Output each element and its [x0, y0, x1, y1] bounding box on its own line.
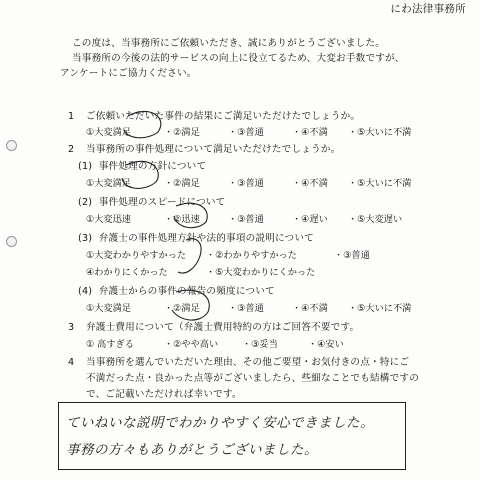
q2-sub2-title: (2) 事件処理のスピードについて [78, 197, 226, 208]
question-4-line: で、ご記載いただければ幸いです。 [86, 389, 242, 400]
q2-sub4-option[interactable]: ・②満足 [164, 303, 200, 314]
circle-mark-q1 [124, 111, 161, 137]
q2-sub4-option[interactable]: ①大変満足 [86, 303, 131, 314]
intro-line: アンケートにご協力ください。 [60, 68, 197, 79]
q1-option[interactable]: ①大変満足 [86, 127, 131, 138]
q2-sub4-title: (4) 弁護士からの事件の報告の頻度について [78, 286, 275, 297]
check-mark-q2-3 [178, 239, 201, 273]
q2-sub1-option[interactable]: ・③普通 [228, 178, 264, 189]
q1-option[interactable]: ・④不満 [292, 127, 328, 138]
q2-sub3-option[interactable]: ・⑤大変わかりにくかった [206, 267, 316, 278]
q3-option[interactable]: ・④安い [308, 339, 344, 350]
handwritten-comment-line: 事務の方々もありがとうございました。 [66, 442, 318, 458]
q2-sub4-option[interactable]: ・④不満 [292, 303, 328, 314]
q2-sub2-option[interactable]: ・⑤大変遅い [348, 214, 403, 225]
q2-sub2-option[interactable]: ・②迅速 [164, 214, 200, 225]
q2-sub1-option[interactable]: ・②満足 [164, 178, 200, 189]
question-2: 2 当事務所の事件処理について満足いただけたでしょうか。 [68, 144, 341, 155]
q1-option[interactable]: ・③普通 [228, 127, 264, 138]
q3-option[interactable]: ① 高すぎる [86, 339, 134, 350]
q2-sub2-option[interactable]: ・④遅い [292, 214, 328, 225]
question-1: 1 ご依頼いただいた事件の結果にご満足いただけたでしょうか。 [68, 111, 361, 122]
q2-sub1-option[interactable]: ・④不満 [292, 178, 328, 189]
question-3: 3 弁護士費用について（弁護士費用特約の方はご回答不要です。 [68, 322, 360, 333]
circle-mark-q2-4 [172, 290, 209, 320]
q2-sub1-title: (1) 事件処理の方針について [78, 161, 207, 172]
question-4: 4 当事務所を選んでいただいた理由、その他ご要望・お気付きの点・特にご [68, 357, 410, 368]
q2-sub2-option[interactable]: ①大変迅速 [86, 214, 131, 225]
question-4-line: 不満だった点・良かった点等がございましたら、些細なことでも結構ですの [86, 373, 419, 384]
q1-option[interactable]: ・②満足 [164, 127, 200, 138]
q2-sub3-title: (3) 弁護士の事件処理方針や法的事項の説明について [78, 233, 314, 244]
q1-option[interactable]: ・⑤大いに不満 [348, 127, 412, 138]
handwritten-comment-line: ていねいな説明でわかりやすく安心できました。 [66, 415, 374, 431]
q2-sub2-option[interactable]: ・③普通 [228, 214, 264, 225]
q2-sub4-option[interactable]: ・⑤大いに不満 [348, 303, 412, 314]
q2-sub1-option[interactable]: ・⑤大いに不満 [348, 178, 412, 189]
q2-sub3-option[interactable]: ・②わかりやすかった [206, 250, 297, 261]
q3-option[interactable]: ・③妥当 [242, 339, 278, 350]
q2-sub3-option[interactable]: ④わかりにくかった [86, 267, 168, 278]
q3-option[interactable]: ・②やや高い [164, 339, 219, 350]
q2-sub1-option[interactable]: ①大変満足 [86, 178, 131, 189]
circle-mark-q2-1 [122, 161, 158, 188]
q2-sub4-option[interactable]: ・③普通 [228, 303, 264, 314]
q2-sub3-option[interactable]: ①大変わかりやすかった [86, 250, 187, 261]
intro-line: この度は、当事務所にご依頼いただき、誠にありがとうございました。 [72, 38, 386, 49]
office-name: にわ法律事務所 [390, 3, 466, 15]
circle-mark-q2-2 [174, 203, 207, 228]
q2-sub3-option[interactable]: ・③普通 [334, 250, 370, 261]
intro-line: 当事務所の今後の法的サービスの向上に役立てるため、大変お手数ですが、 [72, 53, 405, 64]
